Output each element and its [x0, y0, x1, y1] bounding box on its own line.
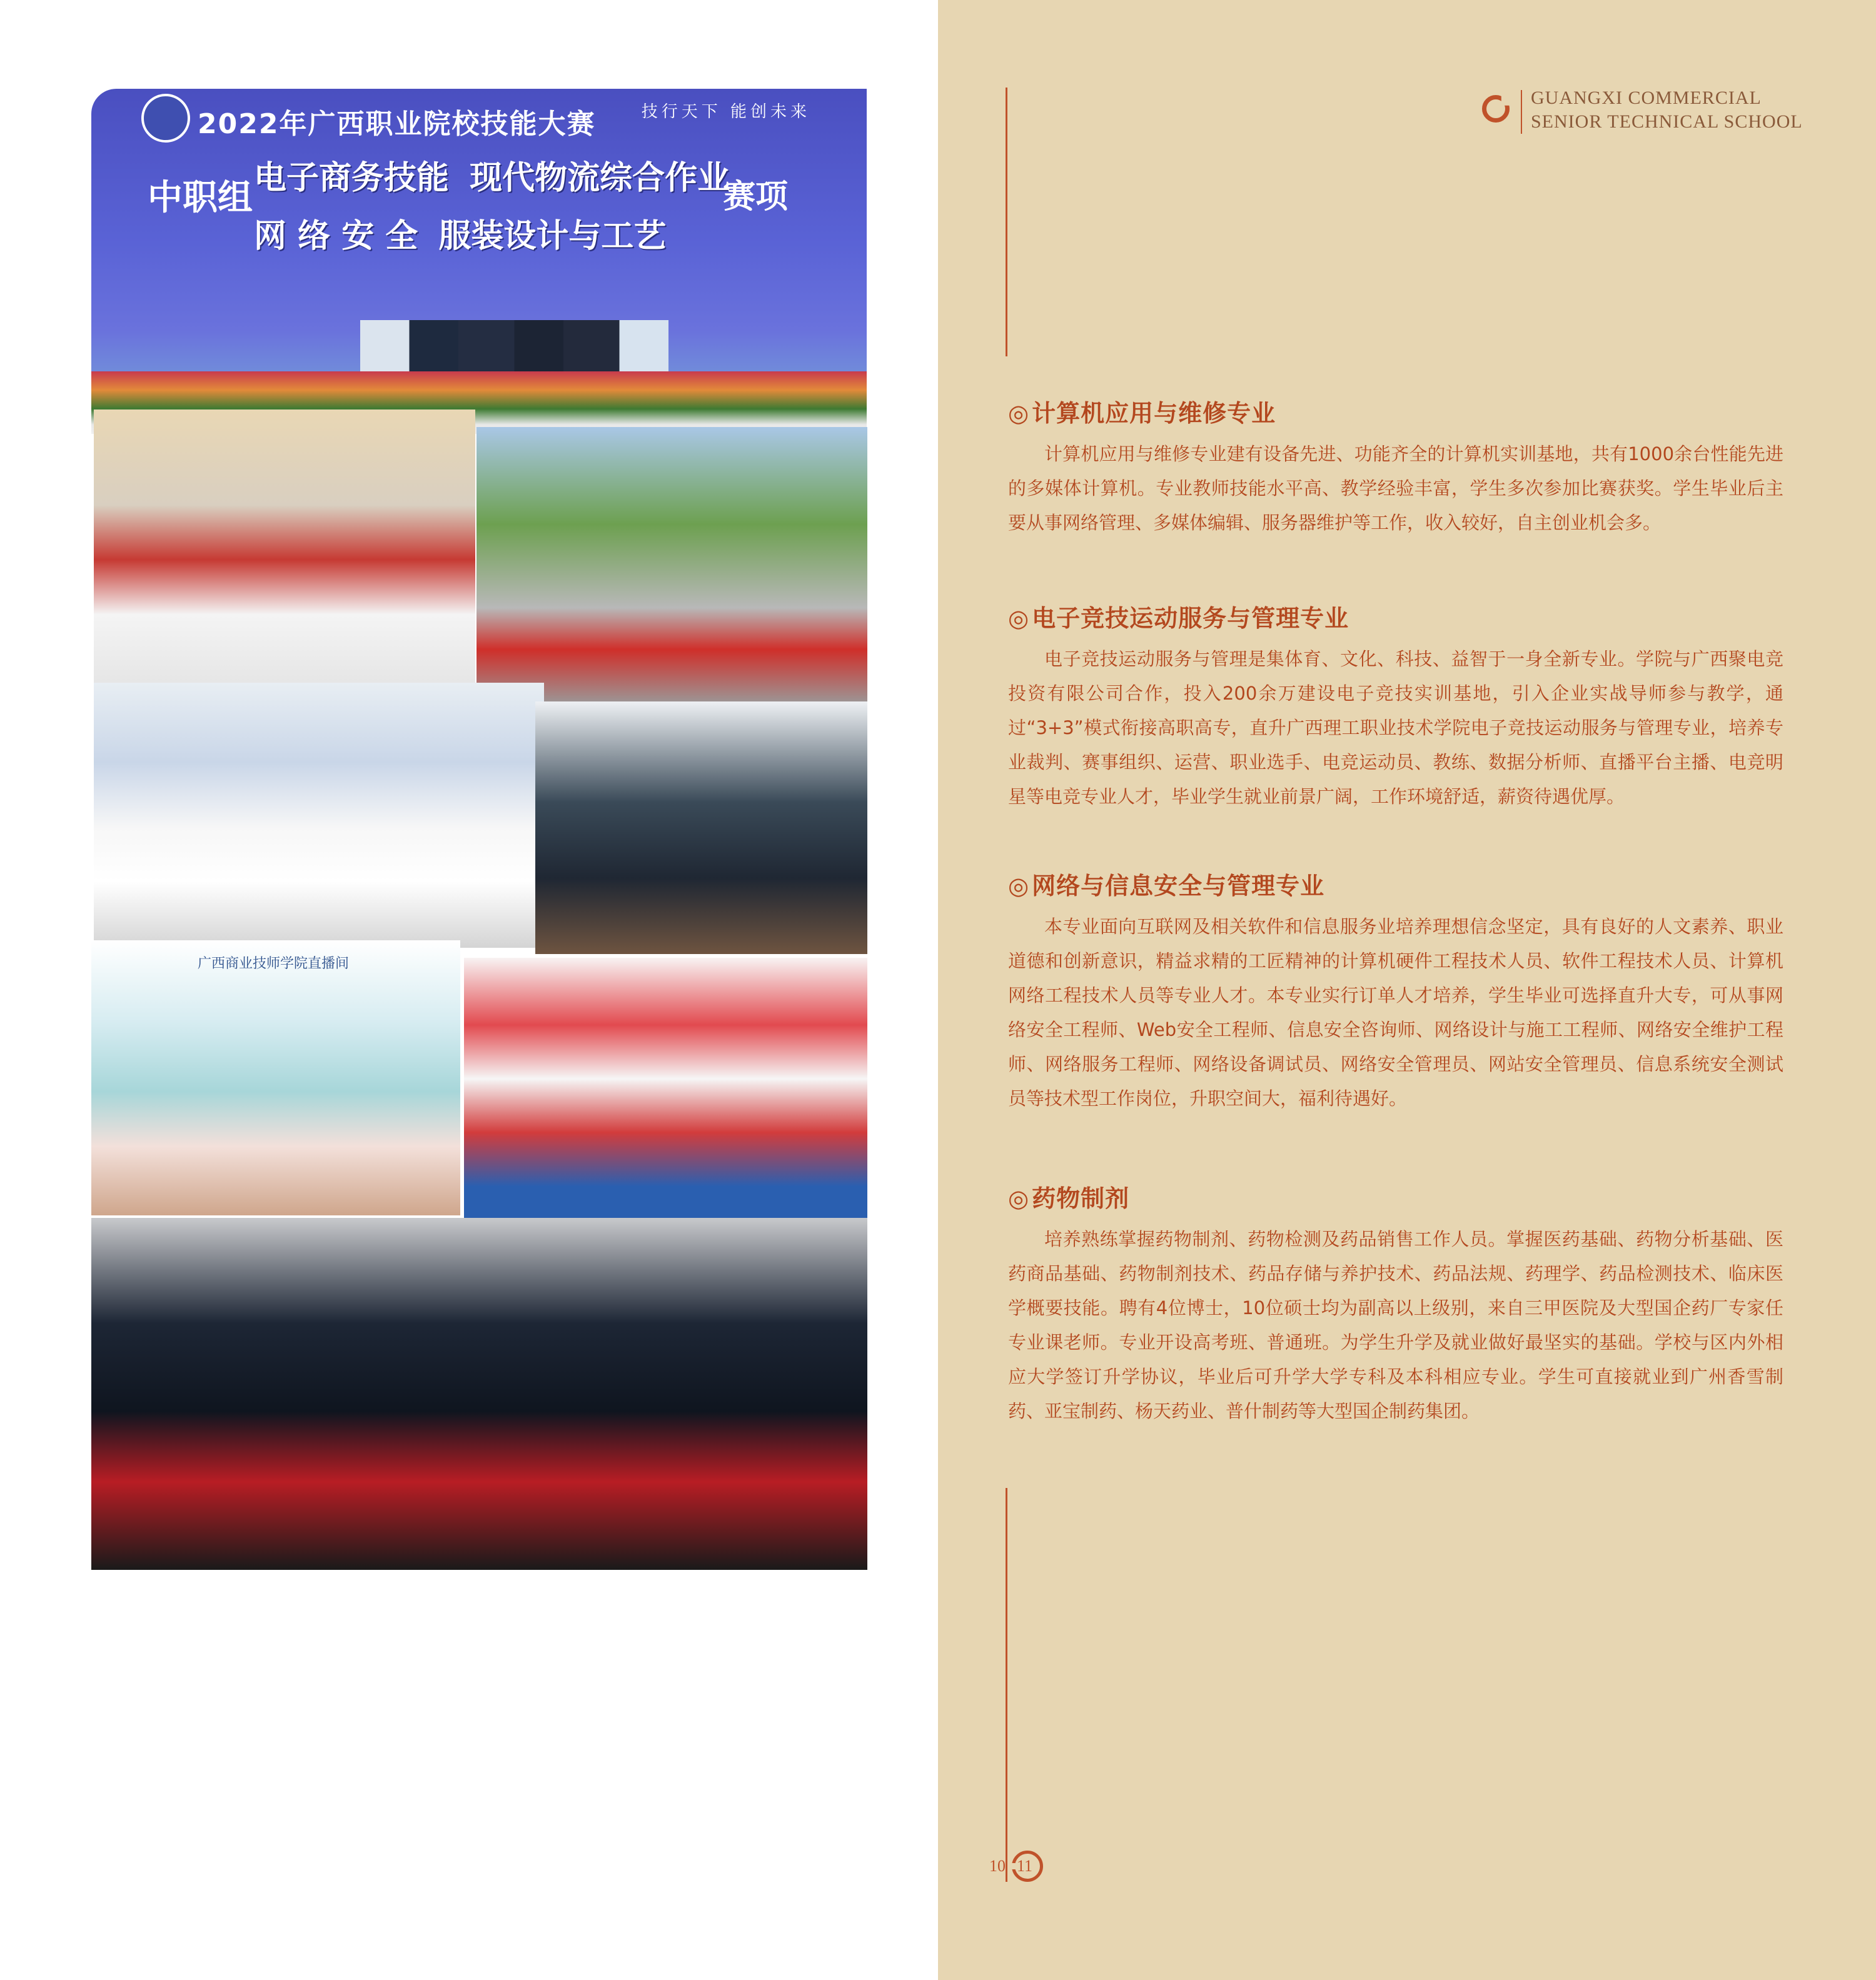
major-section-computer	[1008, 394, 1783, 540]
section-body: 培养熟练掌握药物制剂、药物检测及药品销售工作人员。掌握医药基础、药物分析基础、医药商品基础、药物制剂技术、药品存储与养护技术、药品法规、药理学、药品检测技术、临床医学概要技能。聘有4位博士，10位硕士均为副高以上级别，来自三甲医院及大型国企药厂专家任专业课老师。专业开设高考班、普通班。为学生升学及就业做好最坚实的基础。学校与区内外相应大学签订升学协议，毕业后可升学大学专科及本科相应专业。学生可直接就业到广州香雪制药、亚宝制药、杨天药业、普什制药等大型国企制药集团。	[1008, 1229, 1783, 1422]
forklift-training-photo	[477, 427, 867, 705]
banner-event: 网 络 安 全	[254, 218, 418, 255]
logo-divider	[1521, 90, 1522, 134]
esports-training-photo	[91, 1218, 867, 1570]
section-title-text: 计算机应用与维修专业	[1032, 400, 1276, 427]
office-computer-room-photo	[535, 701, 867, 954]
banner-suffix: 赛项	[723, 178, 789, 216]
pharmacy-lab-photo	[94, 683, 544, 948]
banner-group-label: 中职组	[148, 178, 253, 218]
computer-classroom-photo	[94, 410, 475, 683]
section-title	[1008, 1179, 1783, 1214]
school-logo-icon	[1482, 95, 1510, 123]
banner-event-list	[254, 151, 754, 268]
decorative-vertical-line	[1006, 88, 1007, 356]
section-title	[1008, 867, 1783, 901]
major-section-esports	[1008, 599, 1783, 814]
circle-bullet-icon: ◎	[1008, 1185, 1030, 1212]
livestream-sign: 广西商业技师学院直播间	[198, 956, 350, 972]
section-title-text: 网络与信息安全与管理专业	[1032, 872, 1325, 900]
circle-bullet-icon: ◎	[1008, 605, 1030, 632]
livestream-studio-photo	[91, 940, 460, 1215]
handicraft-class-photo	[464, 958, 867, 1227]
banner-event: 电子商务技能	[254, 159, 450, 197]
section-body: 本专业面向互联网及相关软件和信息服务业培养理想信念坚定，具有良好的人文素养、职业道德和创新意识，精益求精的工匠精神的计算机硬件工程技术人员、软件工程技术人员、计算机网络工程技术人员等专业人才。本专业实行订单人才培养，学生毕业可选择直升大专，可从事网络安全工程师、Web安全工程师、信息安全咨询师、网络设计与施工工程师、网络安全维护工程师、网络服务工程师、网络设备调试员、网络安全管理员、网站安全管理员、信息系统安全测试员等技术型工作岗位，升职空间大，福利待遇好。	[1008, 916, 1783, 1109]
circle-bullet-icon: ◎	[1008, 872, 1030, 900]
school-name-line1: GUANGXI COMMERCIAL	[1531, 88, 1762, 108]
section-body: 计算机应用与维修专业建有设备先进、功能齐全的计算机实训基地，共有1000余台性能先进的多媒体计算机。专业教师技能水平高、教学经验丰富，学生多次参加比赛获奖。学生毕业后主要从事网络管理、多媒体编辑、服务器维护等工作，收入较好，自主创业机会多。	[1008, 443, 1783, 533]
majors-text-page	[938, 0, 1876, 1980]
major-section-network-security	[1008, 867, 1783, 1116]
page-number-right: 11	[1017, 1857, 1033, 1875]
banner-event: 现代物流综合作业	[470, 159, 730, 197]
section-body: 电子竞技运动服务与管理是集体育、文化、科技、益智于一身全新专业。学院与广西聚电竞投资有限公司合作，投入200余万建设电子竞技实训基地，引入企业实战导师参与教学，通过“3+3”模式衔接高职高专，直升广西理工职业技术学院电子竞技运动服务与管理专业，培养专业裁判、赛事组织、运营、职业选手、电竞运动员、教练、数据分析师、直播平台主播、电竞明星等电竞专业人才，毕业学生就业前景广阔，工作环境舒适，薪资待遇优厚。	[1008, 648, 1783, 807]
section-title-text: 电子竞技运动服务与管理专业	[1032, 605, 1349, 632]
banner-slogan: 技行天下 能创未来	[641, 103, 810, 121]
school-name-line2: SENIOR TECHNICAL SCHOOL	[1531, 111, 1803, 132]
section-title-text: 药物制剂	[1032, 1185, 1130, 1212]
decorative-vertical-line	[1006, 1488, 1007, 1882]
section-title	[1008, 599, 1783, 633]
page-number-left: 10	[989, 1857, 1006, 1875]
major-section-pharmacy	[1008, 1179, 1783, 1429]
competition-banner-photo	[91, 89, 867, 434]
competition-logo-icon	[141, 94, 190, 143]
section-title	[1008, 394, 1783, 428]
circle-bullet-icon: ◎	[1008, 400, 1030, 427]
banner-event: 服装设计与工艺	[438, 218, 667, 255]
banner-title: 2022年广西职业院校技能大赛	[198, 108, 596, 140]
school-header-logo	[1482, 88, 1876, 138]
page-numbers	[989, 1851, 1052, 1888]
